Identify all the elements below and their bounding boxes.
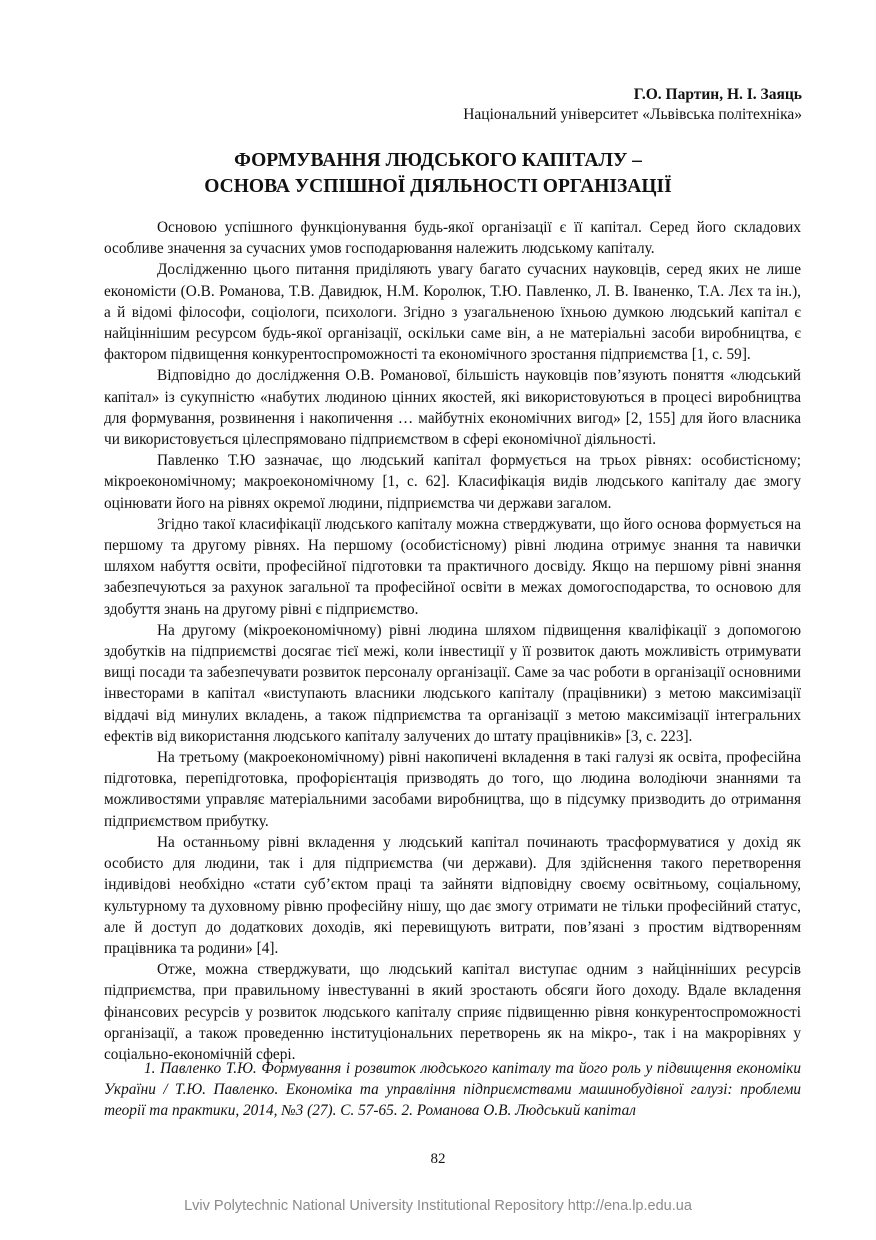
affiliation: Національний університет «Львівська політехніка» bbox=[463, 106, 802, 123]
paragraph: Дослідженню цього питання приділяють увагу багато сучасних науковців, серед яких не лише економісти (О.В. Романова, Т.В. Давидюк, Н.М. Королюк, Т.Ю. Павленко, Л. В. Іваненко, Т.А. Лєх та ін.), а й відомі філософи, соціологи, психологи. Згідно з узагальненою їхньою думкою людський капітал є найціннішим ресурсом будь-якої організації, оскільки саме він, а не матеріальні засоби виробництва, є фактором підвищення конкурентоспроможності та економічного зростання підприємства [1, с. 59]. bbox=[104, 261, 801, 364]
authors: Г.О. Партин, Н. І. Заяць bbox=[633, 86, 802, 103]
page-number: 82 bbox=[430, 1151, 446, 1167]
paragraph: На другому (мікроекономічному) рівні людина шляхом підвищення кваліфікації з допомогою здобутків на підприємстві досягає тієї межі, коли інвестиції у її розвиток дають можливість отримувати вищі посади та забезпечувати розвиток персоналу організації. Саме за час роботи в організації основними інвесторами в капітал «виступають власники людського капіталу (працівники) з метою максимізації віддачі від минулих вкладень, а також підприємства та організації з метою максимізації інтегральних ефектів від використання людського капіталу залучених до штату працівників» [3, с. 223]. bbox=[104, 621, 801, 745]
repository-footer: Lviv Polytechnic National University Institutional Repository http://ena.lp.edu.ua bbox=[184, 1198, 692, 1214]
paragraph: Відповідно до дослідження О.В. Романової, більшість науковців пов’язують поняття «людський капітал» із сукупністю «набутих людиною цінних якостей, які використовуються в процесі виробництва для формування, розвинення і накопичення … майбутніх економічних вигод» [2, 155] для його власника чи використовується цілеспрямовано підприємством в сфері економічної діяльності. bbox=[104, 367, 801, 449]
title-line-1: ФОРМУВАННЯ ЛЮДСЬКОГО КАПІТАЛУ – bbox=[234, 150, 642, 171]
title-line-2: ОСНОВА УСПІШНОЇ ДІЯЛЬНОСТІ ОРГАНІЗАЦІЇ bbox=[204, 176, 672, 197]
paragraph: Отже, можна стверджувати, що людський капітал виступає одним з найцінніших ресурсів підприємства, при правильному інвестуванні в який зростають обсяги його доходу. Вдале вкладення фінансових ресурсів у розвиток людського капіталу сприяє підвищенню рівня конкурентоспроможності організації, а також проведенню інституціональних перетворень як на мікро-, так і на макрорівнях у соціально-економічній сфері. bbox=[104, 961, 801, 1063]
paragraph: Основою успішного функціонування будь-якої організації є її капітал. Серед його складових особливе значення за сучасних умов господарювання належить людському капіталу. bbox=[104, 219, 801, 258]
paragraph: На третьому (макроекономічному) рівні накопичені вкладення в такі галузі як освіта, професійна підготовка, перепідготовка, профорієнтація призводять до того, що людина володіючи знаннями та можливостями управляє матеріальними засобами виробництва, що в підсумку призводить до отримання підприємством прибутку. bbox=[104, 749, 801, 830]
body-text bbox=[104, 217, 801, 1065]
references bbox=[104, 1058, 801, 1122]
paragraph: Павленко Т.Ю зазначає, що людський капітал формується на трьох рівнях: особистісному; мікроекономічному; макроекономічному [1, с. 62]. Класифікація видів людського капіталу дає змогу оцінювати його на рівнях окремої людини, підприємства чи держави загалом. bbox=[104, 452, 801, 512]
paragraph: Згідно такої класифікації людського капіталу можна стверджувати, що його основа формується на першому та другому рівнях. На першому (особистісному) рівні людина отримує знання та навички шляхом набуття освіти, професійної підготовки та практичного досвіду. Якщо на першому рівні знання забезпечуються за рахунок загальної та професійної освіти в межах домогосподарства, то основою для здобуття знань на другому рівні є підприємство. bbox=[104, 515, 801, 618]
reference-list: 1. Павленко Т.Ю. Формування і розвиток людського капіталу та його роль у підвищення економіки України / Т.Ю. Павленко. Економіка та управління підприємствами машинобудівної галузі: проблеми теорії та практики, 2014, №3 (27). С. 57-65. 2. Романова О.В. Людський капітал bbox=[104, 1060, 801, 1120]
paper-title bbox=[100, 148, 776, 200]
paragraph: На останньому рівні вкладення у людський капітал починають трасформуватися у дохід як особисто для людини, так і для підприємства (чи держави). Для здійснення такого перетворення індивідові необхідно «стати суб’єктом праці та зайняти відповідну своєму освітньому, соціальному, культурному та духовному рівню професійну нішу, що дає змогу отримати не тільки професійний статус, але й доступ до додаткових доходів, які перевищують витрати, пов’язані з простим відтворенням працівника та родини» [4]. bbox=[104, 833, 801, 957]
